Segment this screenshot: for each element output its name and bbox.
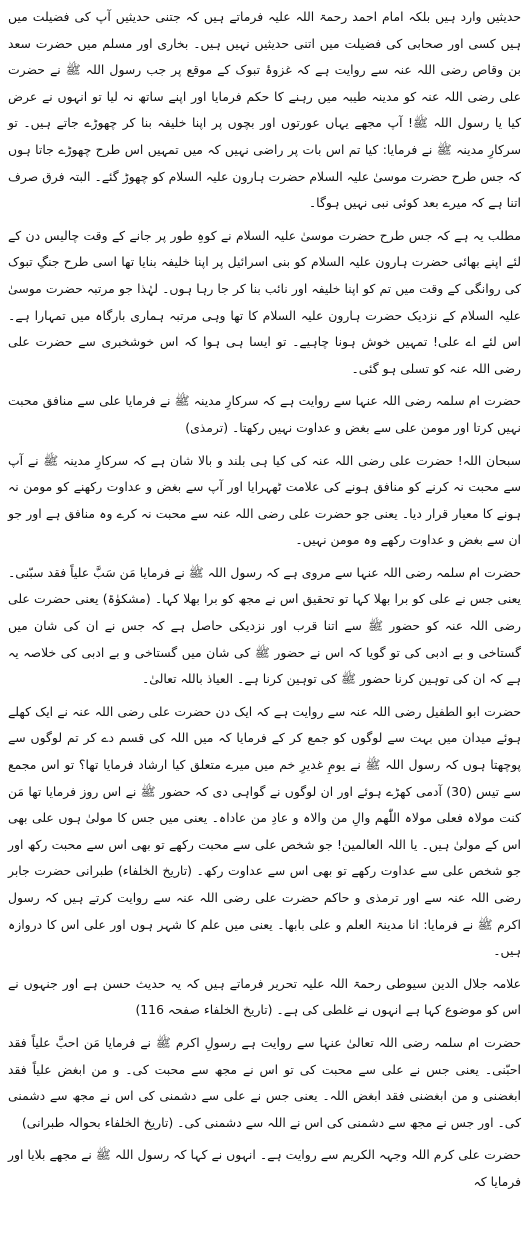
paragraph-suyuti-note: علامہ جلال الدین سیوطی رحمۃ اللہ علیہ تحریر فرماتے ہیں کہ یہ حدیث حسن ہے اور جنہوں نے اس کو موضوع کہا ہے انہوں نے غلطی کی ہے۔ (تاریخ الخلفاء صفحہ 116) bbox=[8, 975, 521, 1018]
paragraph-explanation-tabuk: مطلب یہ ہے کہ جس طرح حضرت موسیٰ علیہ السلام نے کوہِ طور پر جانے کے وقت چالیس دن کے لئے اپنے بھائی حضرت ہارون علیہ السلام کو بنی اسرائیل پر اپنا خلیفہ بنایا تھا اسی طرح جنگِ تبوک کی روانگی کے وقت میں تم کو اپنا خلیفہ اور نائب بنا کر جا رہا ہوں۔ لہٰذا جو مرتبہ حضرت موسیٰ علیہ السلام کے نزدیک حضرت ہارون علیہ السلام کا تھا وہی مرتبہ ہماری بارگاہ میں تمہارا ہے۔ اس لئے اے علی! تمہیں خوش ہونا چاہیے۔ تو ایسا ہی ہوا کہ اس خوشخبری سے حضرت علی رضی اللہ عنہ کو تسلی ہو گئی۔ bbox=[8, 227, 521, 376]
paragraph-love-of-ali: حضرت ام سلمہ رضی اللہ تعالیٰ عنہا سے روایت ہے رسولِ اکرم ﷺ نے فرمایا مَن احبَّ علیاً فقد احبّنی۔ یعنی جس نے علی سے محبت کی تو اس نے مجھ سے محبت کی۔ و من ابغض علیاً فقد ابغضنی و من ابغضنی فقد ابغض اللہ۔ یعنی جس نے علی سے دشمنی کی اس نے مجھ سے دشمنی کی۔ اور جس نے مجھ سے دشمنی کی اس نے اللہ سے دشمنی کی۔ (تاریخ الخلفاء بحوالہ طبرانی) bbox=[8, 1034, 521, 1130]
paragraph-ghadir-khumm: حضرت ابو الطفیل رضی اللہ عنہ سے روایت ہے کہ ایک دن حضرت علی رضی اللہ عنہ نے ایک کھلے ہوئے میدان میں بہت سے لوگوں کو جمع کر کے فرمایا کہ میں اللہ کی قسم دے کر تم لوگوں سے پوچھتا ہوں کہ رسول اللہ ﷺ نے یومِ غدیرِ خم میں میرے متعلق کیا ارشاد فرمایا تھا؟ تو اس مجمع سے تیس (30) آدمی کھڑے ہوئے اور ان لوگوں نے گواہی دی کہ حضور ﷺ نے اس روز فرمایا تھا مَن کنت مولاہ فعلی مولاہ اللّٰھم والِ من والاہ و عادِ من عاداہ۔ یعنی میں جس کا مولیٰ ہوں علی بھی اس کے مولیٰ ہیں۔ یا اللہ العالمین! جو شخص علی سے محبت رکھے تو بھی اس سے محبت رکھ اور جو شخص علی سے عداوت رکھے تو بھی اس سے عداوت رکھ۔ (تاریخ الخلفاء) طبرانی حضرت جابر رضی اللہ عنہ سے اور ترمذی و حاکم حضرت علی رضی اللہ عنہ سے روایت کرتے ہیں کہ رسول اکرم ﷺ نے فرمایا: انا مدینۃ العلم و علی بابھا۔ یعنی میں علم کا شہر ہوں اور علی اس کا دروازہ ہیں۔ bbox=[8, 703, 521, 959]
paragraph-insulting-ali: حضرت ام سلمہ رضی اللہ عنہا سے مروی ہے کہ رسول اللہ ﷺ نے فرمایا مَن سَبَّ علیاً فقد سبّنی۔ یعنی جس نے علی کو برا بھلا کہا تو تحقیق اس نے مجھ کو برا بھلا کہا۔ (مشکوٰۃ) یعنی حضرت علی رضی اللہ عنہ کو حضور ﷺ سے اتنا قرب اور نزدیکی حاصل ہے کہ جس نے ان کی شان میں گستاخی و بے ادبی کی تو گویا کہ اس نے حضور ﷺ کی شان میں گستاخی و بے ادبی کی خلاصہ یہ ہے کہ ان کی توہین کرنا حضور ﷺ کی توہین کرنا ہے۔ العیاذ باللہ تعالیٰ۔ bbox=[8, 564, 521, 687]
paragraph-subhanallah-commentary: سبحان اللہ! حضرت علی رضی اللہ عنہ کی کیا ہی بلند و بالا شان ہے کہ سرکارِ مدینہ ﷺ نے آپ سے محبت نہ کرنے کو منافق ہونے کی علامت ٹھہرایا اور آپ سے بغض و عداوت رکھنے کو مومن نہ ہونے کا معیار قرار دیا۔ یعنی جو حضرت علی رضی اللہ عنہ سے محبت نہ کرے وہ منافق ہے اور جو ان سے بغض و عداوت رکھے وہ مومن نہیں۔ bbox=[8, 452, 521, 548]
paragraph-umm-salama-hypocrite: حضرت ام سلمہ رضی اللہ عنہا سے روایت ہے کہ سرکارِ مدینہ ﷺ نے فرمایا علی سے منافق محبت نہیں کرتا اور مومن علی سے بغض و عداوت نہیں رکھتا۔ (ترمذی) bbox=[8, 393, 521, 435]
paragraph-virtues-hadith-count: حدیثیں وارد ہیں بلکہ امام احمد رحمۃ اللہ علیہ فرماتے ہیں کہ جتنی حدیثیں آپ کی فضیلت میں ہیں کسی اور صحابی کی فضیلت میں اتنی حدیثیں نہیں ہیں۔ بخاری اور مسلم میں حضرت سعد بن وقاص رضی اللہ عنہ سے روایت ہے کہ غزوۂ تبوک کے موقع پر جب رسول اللہ ﷺ نے حضرت علی رضی اللہ عنہ کو مدینہ طیبہ میں رہنے کا حکم فرمایا اور اپنے ساتھ نہ لیا تو انہوں نے عرض کیا یا رسول اللہ ﷺ! آپ مجھے یہاں عورتوں اور بچوں پر اپنا خلیفہ بنا کر چھوڑے جاتے ہیں۔ تو سرکارِ مدینہ ﷺ نے فرمایا: کیا تم اس بات پر راضی نہیں کہ میں تمہیں اس طرح چھوڑے جاتا ہوں کہ جس طرح حضرت موسیٰ علیہ السلام حضرت ہارون علیہ السلام کو چھوڑ گئے۔ البتہ فرق صرف اتنا ہے کہ میرے بعد کوئی نبی نہیں ہوگا۔ bbox=[8, 9, 521, 211]
paragraph-ali-narration-start: حضرت علی کرم اللہ وجہہ الکریم سے روایت ہے۔ انہوں نے کہا کہ رسول اللہ ﷺ نے مجھے بلایا اور فرمایا کہ bbox=[8, 1147, 521, 1189]
